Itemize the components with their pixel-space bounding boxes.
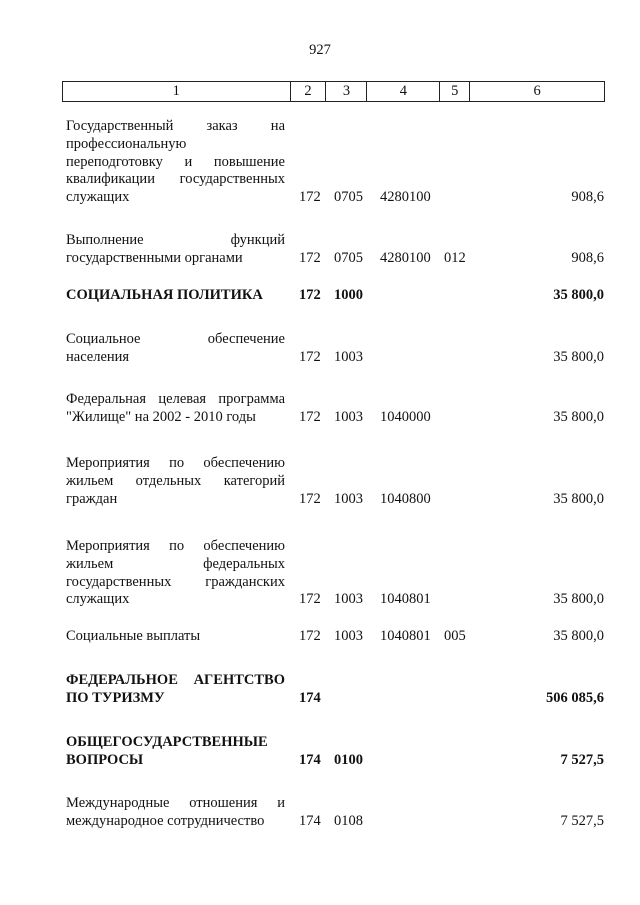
cell-c2: 174 (299, 689, 321, 706)
table-row (66, 455, 606, 508)
cell-c6: 35 800,0 (553, 287, 604, 303)
table-row (66, 232, 606, 268)
row-description (66, 391, 285, 427)
description-line: населения (66, 348, 130, 365)
column-header: 4 (367, 82, 440, 102)
description-line: Выполнение функций (66, 232, 285, 248)
table-row (66, 538, 606, 609)
cell-c6: 908,6 (571, 189, 604, 206)
description-line: ФЕДЕРАЛЬНОЕ АГЕНТСТВО (66, 672, 285, 688)
cell-c5: 005 (444, 628, 466, 644)
cell-c6: 35 800,0 (553, 628, 604, 644)
description-line: государственными органами (66, 249, 243, 266)
column-header: 1 (63, 82, 291, 102)
cell-c2: 172 (299, 189, 321, 206)
cell-c3: 1003 (334, 628, 363, 644)
description-line: жильем федеральных (66, 555, 285, 572)
table-row (66, 628, 606, 646)
table-row (66, 795, 606, 831)
column-header-row (63, 82, 605, 102)
description-line: Государственный заказ на (66, 118, 285, 134)
cell-c2: 172 (299, 490, 321, 507)
description-line: государственных гражданских (66, 573, 285, 590)
description-line: ОБЩЕГОСУДАРСТВЕННЫЕ (66, 734, 268, 750)
cell-c6: 908,6 (571, 249, 604, 266)
column-header-table (62, 81, 605, 102)
column-header: 6 (470, 82, 605, 102)
cell-c4: 4280100 (380, 249, 431, 266)
cell-c3: 1000 (334, 287, 363, 303)
cell-c6: 506 085,6 (546, 689, 604, 706)
description-line: СОЦИАЛЬНАЯ ПОЛИТИКА (66, 287, 263, 303)
cell-c3: 0705 (334, 249, 363, 266)
row-description (66, 795, 285, 831)
description-line: переподготовку и повышение (66, 153, 285, 170)
cell-c6: 35 800,0 (553, 490, 604, 507)
cell-c3: 0705 (334, 189, 363, 206)
page-number: 927 (309, 42, 331, 58)
column-header: 5 (440, 82, 470, 102)
cell-c2: 172 (299, 287, 321, 303)
cell-c2: 172 (299, 628, 321, 644)
description-line: профессиональную (66, 135, 187, 152)
row-description (66, 734, 285, 770)
row-description (66, 455, 285, 508)
description-line: Социальное обеспечение (66, 331, 285, 347)
cell-c6: 7 527,5 (560, 751, 604, 768)
cell-c4: 1040801 (380, 591, 431, 608)
cell-c3: 1003 (334, 591, 363, 608)
cell-c3: 1003 (334, 348, 363, 365)
row-description (66, 628, 285, 646)
table-row (66, 391, 606, 427)
row-description (66, 287, 285, 305)
cell-c5: 012 (444, 249, 466, 266)
row-description (66, 118, 285, 207)
description-line: Мероприятия по обеспечению (66, 455, 285, 471)
cell-c3: 0100 (334, 751, 363, 768)
description-line: Международные отношения и (66, 795, 285, 811)
row-description (66, 672, 285, 708)
description-line: ПО ТУРИЗМУ (66, 689, 165, 706)
description-line: международное сотрудничество (66, 812, 265, 829)
cell-c2: 172 (299, 249, 321, 266)
column-header: 3 (326, 82, 367, 102)
table-row (66, 331, 606, 367)
cell-c2: 172 (299, 348, 321, 365)
table-row (66, 287, 606, 305)
description-line: ВОПРОСЫ (66, 751, 144, 768)
cell-c6: 35 800,0 (553, 408, 604, 425)
description-line: Социальные выплаты (66, 628, 201, 644)
description-line: жильем отдельных категорий (66, 472, 285, 489)
description-line: граждан (66, 490, 118, 507)
cell-c2: 174 (299, 812, 321, 829)
row-description (66, 331, 285, 367)
row-description (66, 232, 285, 268)
row-description (66, 538, 285, 609)
description-line: квалификации государственных (66, 171, 285, 188)
description-line: служащих (66, 189, 130, 206)
cell-c2: 172 (299, 591, 321, 608)
cell-c3: 1003 (334, 490, 363, 507)
cell-c3: 0108 (334, 812, 363, 829)
description-line: служащих (66, 591, 130, 608)
column-header: 2 (290, 82, 326, 102)
cell-c6: 35 800,0 (553, 348, 604, 365)
description-line: Мероприятия по обеспечению (66, 538, 285, 554)
table-row (66, 672, 606, 708)
description-line: Федеральная целевая программа (66, 391, 285, 407)
cell-c4: 1040801 (380, 628, 431, 644)
table-row (66, 118, 606, 207)
description-line: "Жилище" на 2002 - 2010 годы (66, 408, 256, 425)
cell-c3: 1003 (334, 408, 363, 425)
cell-c2: 172 (299, 408, 321, 425)
cell-c4: 1040800 (380, 490, 431, 507)
cell-c2: 174 (299, 751, 321, 768)
cell-c4: 4280100 (380, 189, 431, 206)
table-row (66, 734, 606, 770)
cell-c6: 7 527,5 (560, 812, 604, 829)
cell-c4: 1040000 (380, 408, 431, 425)
cell-c6: 35 800,0 (553, 591, 604, 608)
